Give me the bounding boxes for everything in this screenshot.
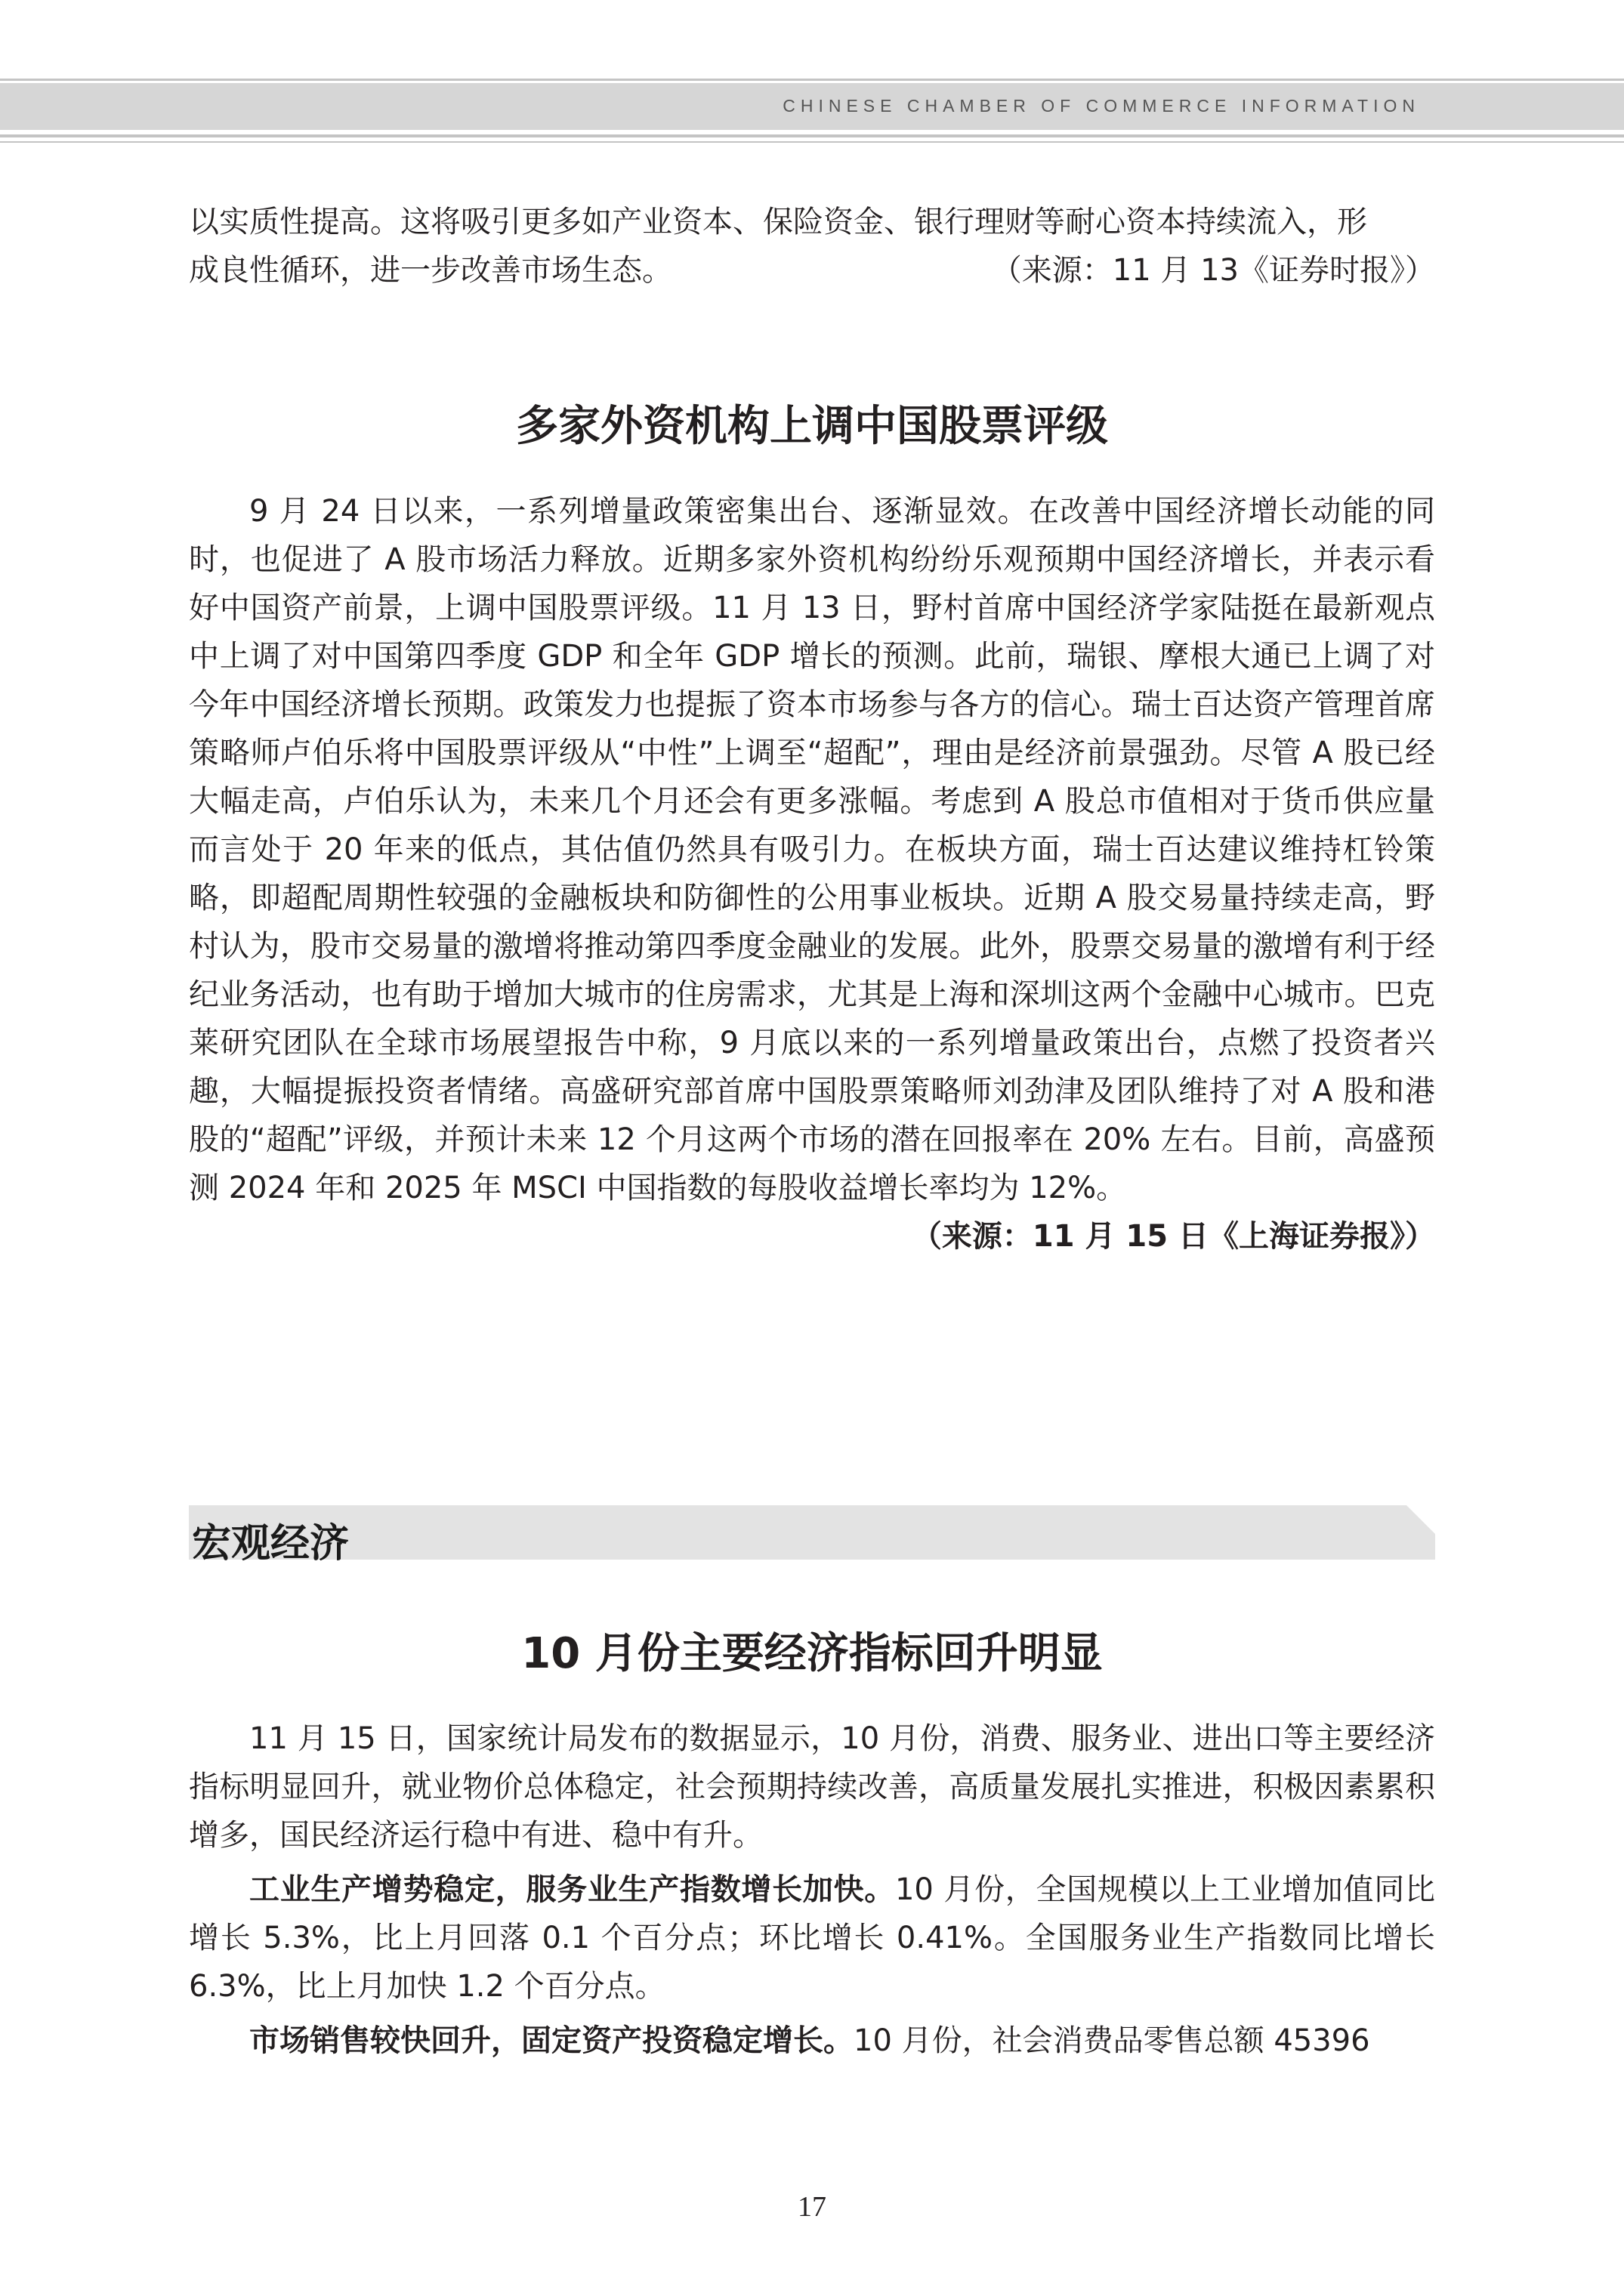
- article2-paragraph-1: 11 月 15 日，国家统计局发布的数据显示，10 月份，消费、服务业、进出口等主要经济指标明显回升，就业物价总体稳定，社会预期持续改善，高质量发展扎实推进，积极因素累积增多，国民经济运行稳中有进、稳中有升。: [189, 1721, 1435, 1853]
- header-rule-bottom: [0, 134, 1624, 137]
- continuation-block: [189, 198, 1435, 295]
- section-title: 宏观经济: [192, 1520, 350, 1566]
- article2-paragraph-3-body: 10 月份，社会消费品零售总额 45396: [854, 2023, 1370, 2058]
- article2-paragraph-2-lead: 工业生产增势稳定，服务业生产指数增长加快。: [249, 1872, 895, 1907]
- article2-title: 10 月份主要经济指标回升明显: [521, 1629, 1103, 1678]
- article2-paragraph-2-body: 10 月份，全国规模以上工业增加值同比增长 5.3%，比上月回落 0.1 个百分点；环比增长 0.41%。全国服务业生产指数同比增长 6.3%，比上月加快 1.2 个百分点。: [189, 1872, 1435, 2004]
- article1-body: 9 月 24 日以来，一系列增量政策密集出台、逐渐显效。在改善中国经济增长动能的同时，也促进了 A 股市场活力释放。近期多家外资机构纷纷乐观预期中国经济增长，并表示看好中国资产前景，上调中国股票评级。11 月 13 日，野村首席中国经济学家陆挺在最新观点中上调了对中国第四季度 GDP 和全年 GDP 增长的预测。此前，瑞银、摩根大通已上调了对今年中国经济增长预期。政策发力也提振了资本市场参与各方的信心。瑞士百达资产管理首席策略师卢伯乐将中国股票评级从“中性”上调至“超配”，理由是经济前景强劲。尽管 A 股已经大幅走高，卢伯乐认为，未来几个月还会有更多涨幅。考虑到 A 股总市值相对于货币供应量而言处于 20 年来的低点，其估值仍然具有吸引力。在板块方面，瑞士百达建议维持杠铃策略，即超配周期性较强的金融板块和防御性的公用事业板块。近期 A 股交易量持续走高，野村认为，股市交易量的激增将推动第四季度金融业的发展。此外，股票交易量的激增有利于经纪业务活动，也有助于增加大城市的住房需求，尤其是上海和深圳这两个金融中心城市。巴克莱研究团队在全球市场展望报告中称，9 月底以来的一系列增量政策出台，点燃了投资者兴趣，大幅提振投资者情绪。高盛研究部首席中国股票策略师刘劲津及团队维持了对 A 股和港股的“超配”评级，并预计未来 12 个月这两个市场的潜在回报率在 20% 左右。目前，高盛预测 2024 年和 2025 年 MSCI 中国指数的每股收益增长率均为 12%。: [189, 494, 1435, 1205]
- article1-body-block: [189, 487, 1435, 1261]
- continuation-source: （来源：11 月 13《证券时报》）: [991, 253, 1435, 288]
- article1-source: （来源：11 月 15 日《上海证券报》）: [911, 1219, 1435, 1254]
- continuation-line-1: 以实质性提高。这将吸引更多如产业资本、保险资金、银行理财等耐心资本持续流入，形: [189, 205, 1367, 239]
- header-rule-bottom-thin: [0, 141, 1624, 143]
- article2-paragraph-3: [189, 2017, 1435, 2065]
- continuation-line-2: [189, 246, 1435, 295]
- header-rule-top: [0, 79, 1624, 81]
- page-number: 17: [798, 2191, 826, 2223]
- section-header-bar: [189, 1505, 1435, 1566]
- continuation-line-2-text: 成良性循环，进一步改善市场生态。: [189, 253, 672, 288]
- publication-header: CHINESE CHAMBER OF COMMERCE INFORMATION: [783, 96, 1420, 116]
- section-bar-shape: [189, 1505, 1435, 1560]
- article1-title: 多家外资机构上调中国股票评级: [516, 402, 1108, 451]
- article2-body-block: [189, 1714, 1435, 2065]
- article2-paragraph-2: [189, 1866, 1435, 2011]
- article2-paragraph-3-lead: 市场销售较快回升，固定资产投资稳定增长。: [249, 2023, 854, 2058]
